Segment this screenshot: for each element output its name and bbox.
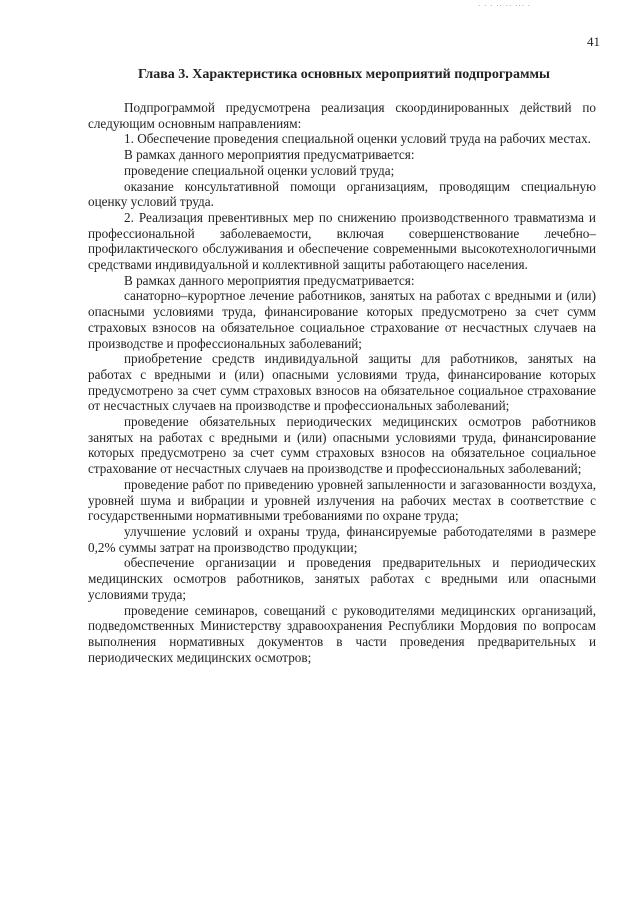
paragraph-medical-exams: проведение обязательных периодических медицинских осмотров работников занятых на работах с вредными и (или) опасными условиями труда, финансирование которых предусмотрено за счет сумм страховых взносов на обязательное социальное страхование от несчастных случаев на производстве и профессиональных заболеваний;: [88, 414, 596, 477]
paragraph-seminars: проведение семинаров, совещаний с руководителями медицинских организаций, подведомственных Министерству здравоохранения Республики Мордовия по вопросам выполнения нормативных документов в части проведения предварительных и периодических медицинских осмотров;: [88, 602, 596, 665]
paragraph-measures-heading: В рамках данного мероприятия предусматривается:: [124, 147, 415, 163]
paragraph-item-2: 2. Реализация превентивных мер по снижению производственного травматизма и профессиональной заболеваемости, включая совершенствование лечебно–профилактического обслуживания и обеспечение современными высокотехнологичными средствами индивидуальной и коллективной защиты работающего населения.: [88, 209, 596, 273]
paragraph-special-assessment: проведение специальной оценки условий труда;: [124, 162, 395, 178]
paragraph-workplace-levels: проведение работ по приведению уровней запыленности и загазованности воздуха, уровней шума и вибрации и уровней излучения на рабочих местах в соответствие с государственными нормативными требованиями по охране труда;: [88, 476, 596, 524]
paragraph-consulting: оказание консультативной помощи организациям, проводящим специальную оценку условий труда.: [88, 178, 596, 210]
chapter-title: Глава 3. Характеристика основных мероприятий подпрограммы: [138, 67, 550, 82]
paragraph-employer-funding: улучшение условий и охраны труда, финансируемые работодателями в размере 0,2% суммы затрат на производство продукции;: [88, 523, 596, 555]
paragraph-protective-equipment: приобретение средств индивидуальной защиты для работников, занятых на работах с вредными и (или) опасными условиями труда, финансирование которых предусмотрено за счет сумм страховых взносов на обязательное социальное страхование от несчастных случаев на производстве и профессиональных заболеваний;: [88, 351, 596, 414]
paragraph-exam-organization: обеспечение организации и проведения предварительных и периодических медицинских осмотров работников, занятых работах с вредными или опасными условиями труда;: [88, 555, 596, 602]
paragraph-sanatorium: санаторно–курортное лечение работников, занятых на работах с вредными и (или) опасными условиями труда, финансирование которых предусмотрено за счет сумм страховых взносов на обязательное социальное страхование от несчастных случаев на производстве и профессиональных заболеваний;: [88, 288, 596, 351]
paragraph-intro: Подпрограммой предусмотрена реализация скоординированных действий по следующим основным направлениям:: [88, 100, 596, 131]
paragraph-item-1: 1. Обеспечение проведения специальной оценки условий труда на рабочих местах.: [124, 131, 591, 147]
body-text: [88, 100, 596, 665]
page-number: 41: [587, 34, 600, 49]
paragraph-measures-heading-2: В рамках данного мероприятия предусматривается:: [124, 272, 415, 288]
scan-mark: · · · ·· ·· ··· ·: [478, 2, 532, 10]
